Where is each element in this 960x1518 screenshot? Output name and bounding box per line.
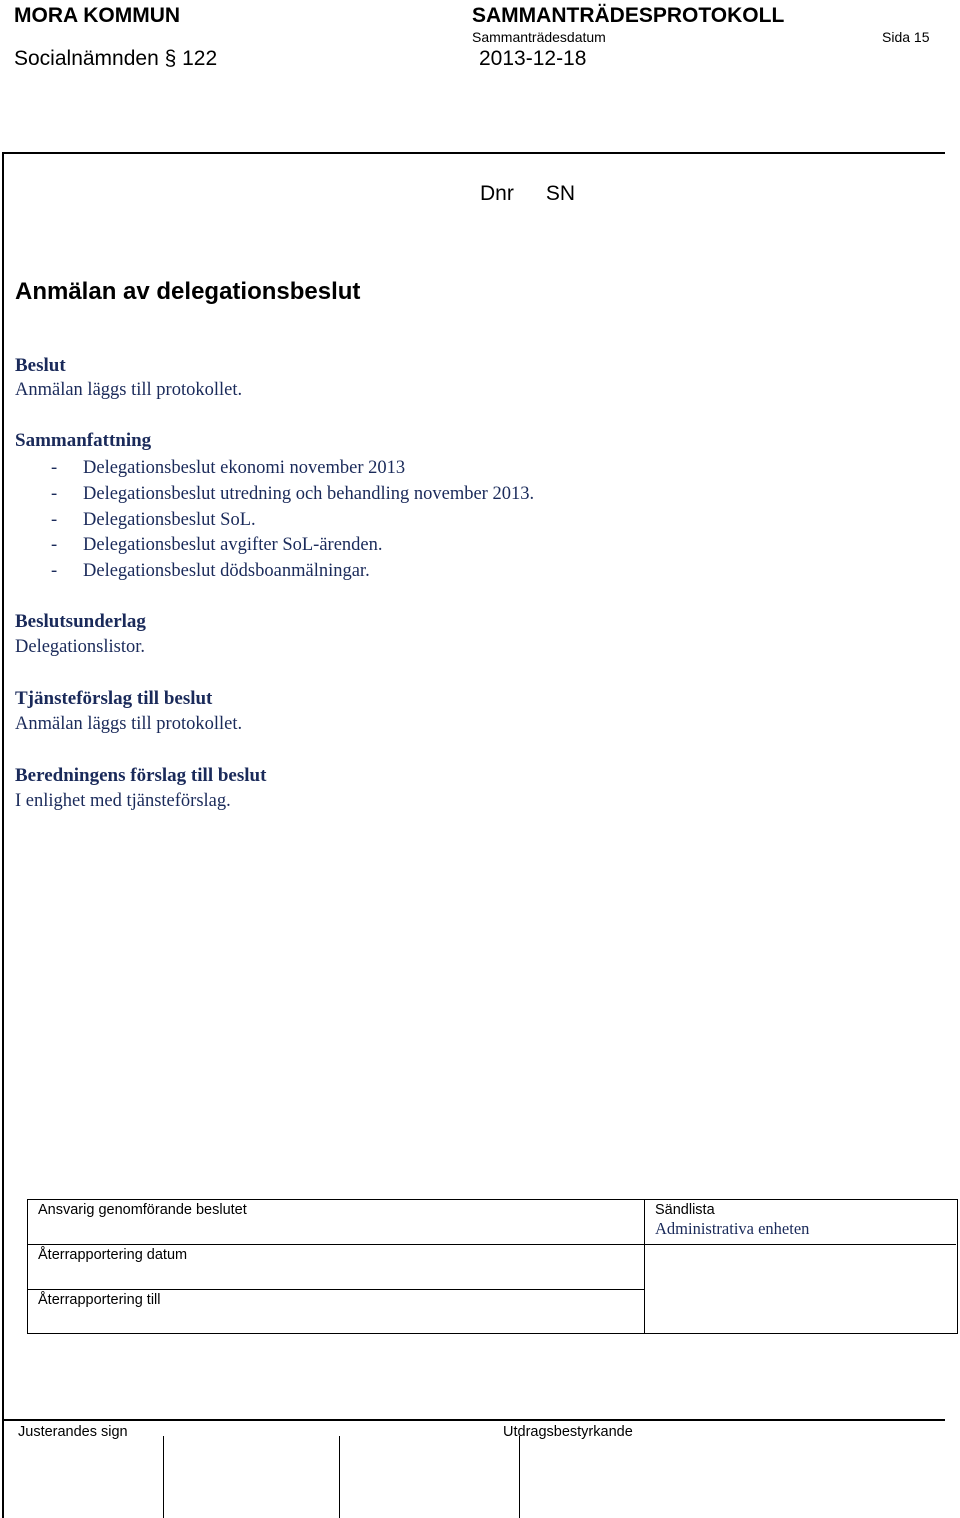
list-item: - Delegationsbeslut utredning och behandling november 2013. <box>51 483 535 504</box>
send-list-value: Administrativa enheten <box>655 1219 810 1238</box>
responsible-label: Ansvarig genomförande beslutet <box>38 1202 247 1218</box>
meeting-date: 2013-12-18 <box>479 47 587 70</box>
decision-text: Anmälan läggs till protokollet. <box>15 380 243 400</box>
decision-heading: Beslut <box>15 355 66 376</box>
document-title: Anmälan av delegationsbeslut <box>15 278 361 305</box>
committee-paragraph: Socialnämnden § 122 <box>14 47 218 70</box>
extract-certification-label: Utdragsbestyrkande <box>503 1424 633 1440</box>
signature-box-divider <box>163 1436 164 1518</box>
report-to-cell <box>28 1290 645 1333</box>
responsible-cell <box>28 1200 645 1245</box>
case-number <box>480 182 575 206</box>
basis-text: Delegationslistor. <box>15 637 145 657</box>
page-number: Sida 15 <box>882 29 930 45</box>
report-to-label: Återrapportering till <box>38 1292 161 1308</box>
document-type: SAMMANTRÄDESPROTOKOLL <box>472 4 785 27</box>
list-item: - Delegationsbeslut dödsboanmälningar. <box>51 561 370 582</box>
report-date-cell <box>28 1245 645 1290</box>
basis-heading: Beslutsunderlag <box>15 611 146 632</box>
proposal-text: Anmälan läggs till protokollet. <box>15 714 243 734</box>
committee-proposal-text: I enlighet med tjänsteförslag. <box>15 791 231 811</box>
summary-heading: Sammanfattning <box>15 430 152 451</box>
proposal-heading: Tjänsteförslag till beslut <box>15 688 213 709</box>
case-number-value: SN <box>545 182 576 205</box>
committee-proposal-heading: Beredningens förslag till beslut <box>15 765 267 786</box>
case-number-label: Dnr <box>480 182 514 205</box>
send-list-label: Sändlista <box>655 1202 715 1218</box>
signature-box-divider <box>519 1436 520 1518</box>
signature-label: Justerandes sign <box>18 1424 128 1440</box>
summary-list <box>15 456 534 585</box>
signature-box-divider <box>339 1436 340 1518</box>
report-date-label: Återrapportering datum <box>38 1247 188 1263</box>
send-list-cell <box>645 1200 956 1245</box>
list-item: - Delegationsbeslut avgifter SoL-ärenden. <box>51 535 383 556</box>
decision-follow-up-table <box>27 1199 958 1334</box>
meeting-date-label: Sammanträdesdatum <box>472 29 606 45</box>
organization-name: MORA KOMMUN <box>14 4 181 27</box>
signature-divider <box>2 1419 945 1421</box>
list-item: - Delegationsbeslut SoL. <box>51 509 256 530</box>
list-item: - Delegationsbeslut ekonomi november 2013 <box>51 458 406 478</box>
